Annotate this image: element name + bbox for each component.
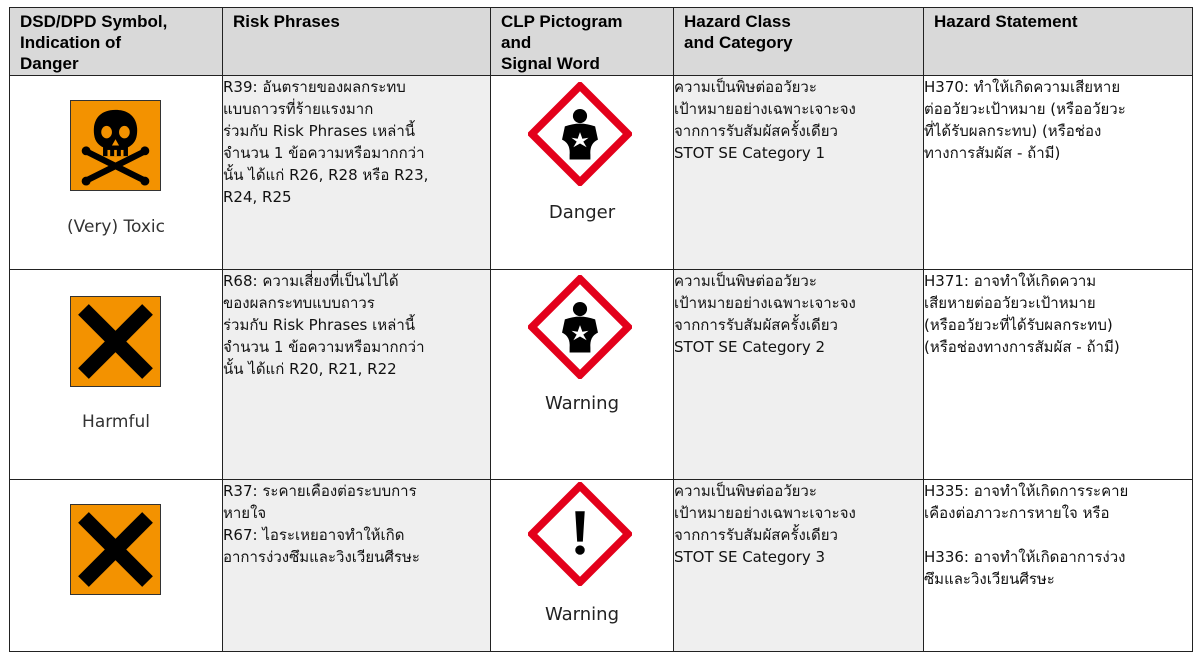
dsd-indication-label: Harmful bbox=[82, 412, 150, 432]
hazard-statement-cell: H371: อาจทำให้เกิดความ เสียหายต่ออวัยวะเป้าหมาย (หรืออวัยวะที่ได้รับผลกระทบ) (หรือช่องทางการสัมผัส - ถ้ามี) bbox=[924, 270, 1193, 480]
exclamation-mark-icon bbox=[528, 482, 632, 586]
header-dsd-symbol: DSD/DPD Symbol, Indication of Danger bbox=[10, 8, 223, 76]
hazard-statement-cell: H335: อาจทำให้เกิดการระคาย เคืองต่อภาวะการหายใจ หรือ H336: อาจทำให้เกิดอาการง่วง ซึมและวิงเวียนศีรษะ bbox=[924, 480, 1193, 652]
header-hazard-class: Hazard Class and Category bbox=[674, 8, 924, 76]
hazard-class-cell: ความเป็นพิษต่ออวัยวะ เป้าหมายอย่างเฉพาะเจาะจง จากการรับสัมผัสครั้งเดียว STOT SE Category 2 bbox=[674, 270, 924, 480]
st-andrews-cross-icon bbox=[70, 296, 161, 387]
risk-phrases-cell: R68: ความเสี่ยงที่เป็นไปได้ ของผลกระทบแบบถาวร ร่วมกับ Risk Phrases เหล่านี้ จำนวน 1 ข้อความหรือมากกว่า นั้น ได้แก่ R20, R21, R22 bbox=[223, 270, 491, 480]
clp-pictogram-cell bbox=[491, 480, 674, 652]
hazard-classification-table bbox=[9, 7, 1193, 652]
st-andrews-cross-icon bbox=[70, 504, 161, 595]
hazard-class-cell: ความเป็นพิษต่ออวัยวะ เป้าหมายอย่างเฉพาะเจาะจง จากการรับสัมผัสครั้งเดียว STOT SE Category 3 bbox=[674, 480, 924, 652]
skull-crossbones-icon bbox=[70, 100, 161, 191]
dsd-symbol-cell bbox=[10, 480, 223, 652]
header-risk-phrases: Risk Phrases bbox=[223, 8, 491, 76]
header-row bbox=[10, 8, 1193, 76]
table-row bbox=[10, 76, 1193, 270]
clp-pictogram-cell bbox=[491, 270, 674, 480]
header-hazard-statement: Hazard Statement bbox=[924, 8, 1193, 76]
table-row bbox=[10, 480, 1193, 652]
dsd-symbol-cell bbox=[10, 76, 223, 270]
signal-word: Warning bbox=[544, 393, 619, 414]
dsd-symbol-cell bbox=[10, 270, 223, 480]
clp-pictogram-cell bbox=[491, 76, 674, 270]
table-row bbox=[10, 270, 1193, 480]
health-hazard-icon bbox=[528, 82, 632, 186]
hazard-class-cell: ความเป็นพิษต่ออวัยวะ เป้าหมายอย่างเฉพาะเจาะจง จากการรับสัมผัสครั้งเดียว STOT SE Category 1 bbox=[674, 76, 924, 270]
hazard-statement-cell: H370: ทำให้เกิดความเสียหาย ต่ออวัยวะเป้าหมาย (หรืออวัยวะ ที่ได้รับผลกระทบ) (หรือช่อง ทางการสัมผัส - ถ้ามี) bbox=[924, 76, 1193, 270]
signal-word: Warning bbox=[544, 604, 619, 626]
dsd-indication-label: (Very) Toxic bbox=[67, 217, 165, 237]
risk-phrases-cell: R37: ระคายเคืองต่อระบบการ หายใจ R67: ไอระเหยอาจทำให้เกิด อาการง่วงซึมและวิงเวียนศีรษะ bbox=[223, 480, 491, 652]
header-clp-pictogram: CLP Pictogram and Signal Word bbox=[491, 8, 674, 76]
risk-phrases-cell: R39: อันตรายของผลกระทบ แบบถาวรที่ร้ายแรงมาก ร่วมกับ Risk Phrases เหล่านี้ จำนวน 1 ข้อความหรือมากกว่า นั้น ได้แก่ R26, R28 หรือ R23, R24, R25 bbox=[223, 76, 491, 270]
health-hazard-icon bbox=[528, 275, 632, 379]
signal-word: Danger bbox=[548, 202, 616, 223]
